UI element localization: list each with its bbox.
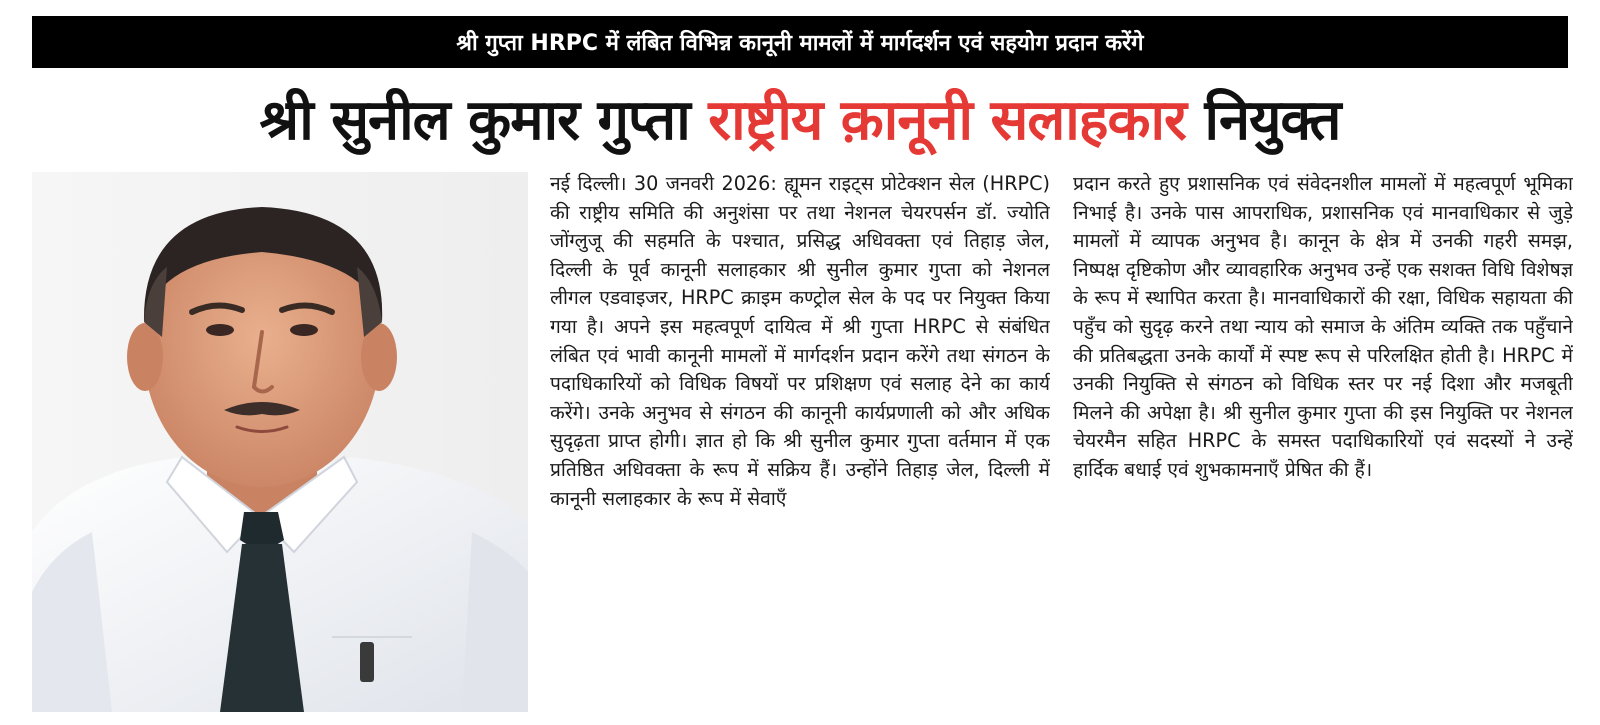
- headline-name: श्री सुनील कुमार गुप्ता: [259, 88, 690, 153]
- portrait-photo: [32, 172, 528, 712]
- headline: [32, 82, 1568, 160]
- banner-text: श्री गुप्ता HRPC में लंबित विभिन्न कानूनी मामलों में मार्गदर्शन एवं सहयोग प्रदान करेंगे: [456, 31, 1144, 56]
- headline-tail: नियुक्त: [1204, 88, 1341, 153]
- top-banner: [32, 16, 1568, 68]
- article-column-1: नई दिल्ली। 30 जनवरी 2026: ह्यूमन राइट्स प्रोटेक्शन सेल (HRPC) की राष्ट्रीय समिति की अनुशंसा पर तथा नेशनल चेयरपर्सन डॉ. ज्योति जोंग्लुजू की सहमति के पश्चात, प्रसिद्ध अधिवक्ता एवं तिहाड़ जेल, दिल्ली के पूर्व कानूनी सलाहकार श्री सुनील कुमार गुप्ता को नेशनल लीगल एडवाइजर, HRPC क्राइम कण्ट्रोल सेल के पद पर नियुक्त किया गया है। अपने इस महत्वपूर्ण दायित्व में श्री गुप्ता HRPC से संबंधित लंबित एवं भावी कानूनी मामलों में मार्गदर्शन प्रदान करेंगे तथा संगठन के पदाधिकारियों को विधिक विषयों पर प्रशिक्षण एवं सलाह देने का कार्य करेंगे। उनके अनुभव से संगठन की कानूनी कार्यप्रणाली को और अधिक सुदृढ़ता प्राप्त होगी। ज्ञात हो कि श्री सुनील कुमार गुप्ता वर्तमान में एक प्रतिष्ठित अधिवक्ता के रूप में सक्रिय हैं। उन्होंने तिहाड़ जेल, दिल्ली में कानूनी सलाहकार के रूप में सेवाएँ: [550, 172, 1050, 510]
- headline-accent: राष्ट्रीय क़ानूनी सलाहकार: [708, 88, 1186, 153]
- article-column-2: प्रदान करते हुए प्रशासनिक एवं संवेदनशील मामलों में महत्वपूर्ण भूमिका निभाई है। उनके पास आपराधिक, प्रशासनिक एवं मानवाधिकार से जुड़े मामलों में व्यापक अनुभव है। कानून के क्षेत्र में उनकी गहरी समझ, निष्पक्ष दृष्टिकोण और व्यावहारिक अनुभव उन्हें एक सशक्त विधि विशेषज्ञ के रूप में स्थापित करता है। मानवाधिकारों की रक्षा, विधिक सहायता की पहुँच को सुदृढ़ करने तथा न्याय को समाज के अंतिम व्यक्ति तक पहुँचाने की प्रतिबद्धता उनके कार्यों में स्पष्ट रूप से परिलक्षित होती है। HRPC में उनकी नियुक्ति से संगठन को विधिक स्तर पर नई दिशा और मजबूती मिलने की अपेक्षा है। श्री सुनील कुमार गुप्ता की इस नियुक्ति पर नेशनल चेयरमैन सहित HRPC के समस्त पदाधिकारियों एवं सदस्यों ने उन्हें हार्दिक बधाई एवं शुभकामनाएँ प्रेषित की हैं।: [1073, 172, 1573, 481]
